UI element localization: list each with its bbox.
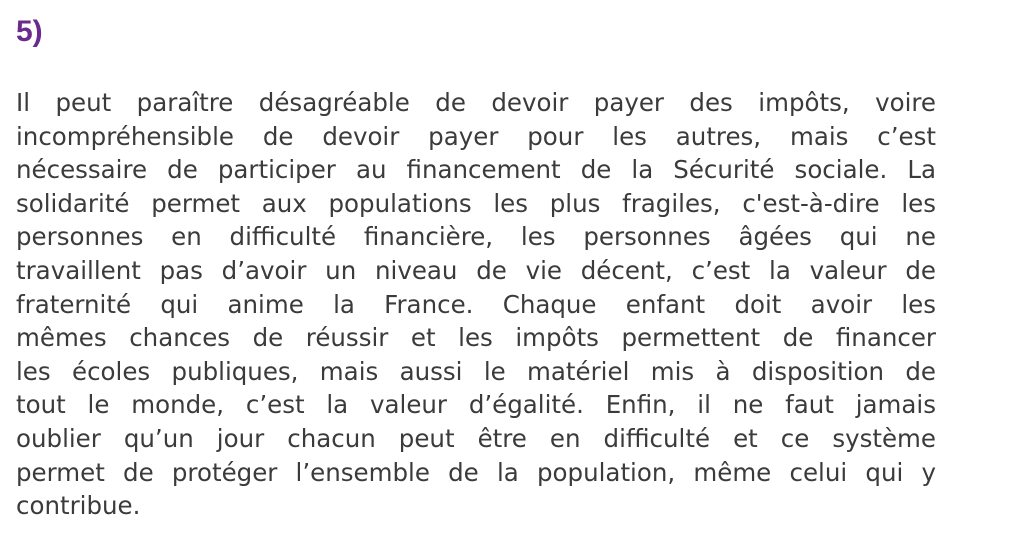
section-number-heading: 5) bbox=[16, 15, 43, 48]
paragraph-line: oublier qu’un jour chacun peut être en difficulté et ce système bbox=[16, 423, 936, 453]
paragraph-line: contribue. bbox=[16, 491, 141, 521]
paragraph-line: travaillent pas d’avoir un niveau de vie décent, c’est la valeur de bbox=[16, 255, 936, 285]
paragraph-line: nécessaire de participer au financement de la Sécurité sociale. La bbox=[16, 155, 936, 185]
paragraph-line: Il peut paraître désagréable de devoir payer des impôts, voire bbox=[16, 88, 936, 117]
paragraph-line: solidarité permet aux populations les plus fragiles, c'est-à-dire les bbox=[16, 188, 936, 218]
paragraph-line: mêmes chances de réussir et les impôts permettent de financer bbox=[16, 323, 936, 353]
paragraph-line: tout le monde, c’est la valeur d’égalité. Enfin, il ne faut jamais bbox=[16, 390, 936, 420]
body-paragraph bbox=[16, 86, 936, 523]
paragraph-line: les écoles publiques, mais aussi le matériel mis à disposition de bbox=[16, 356, 936, 386]
paragraph-line: permet de protéger l’ensemble de la population, même celui qui y bbox=[16, 457, 936, 487]
paragraph-line: incompréhensible de devoir payer pour les autres, mais c’est bbox=[16, 121, 936, 151]
paragraph-line: fraternité qui anime la France. Chaque enfant doit avoir les bbox=[16, 289, 936, 319]
paragraph-line: personnes en difficulté financière, les personnes âgées qui ne bbox=[16, 222, 936, 252]
